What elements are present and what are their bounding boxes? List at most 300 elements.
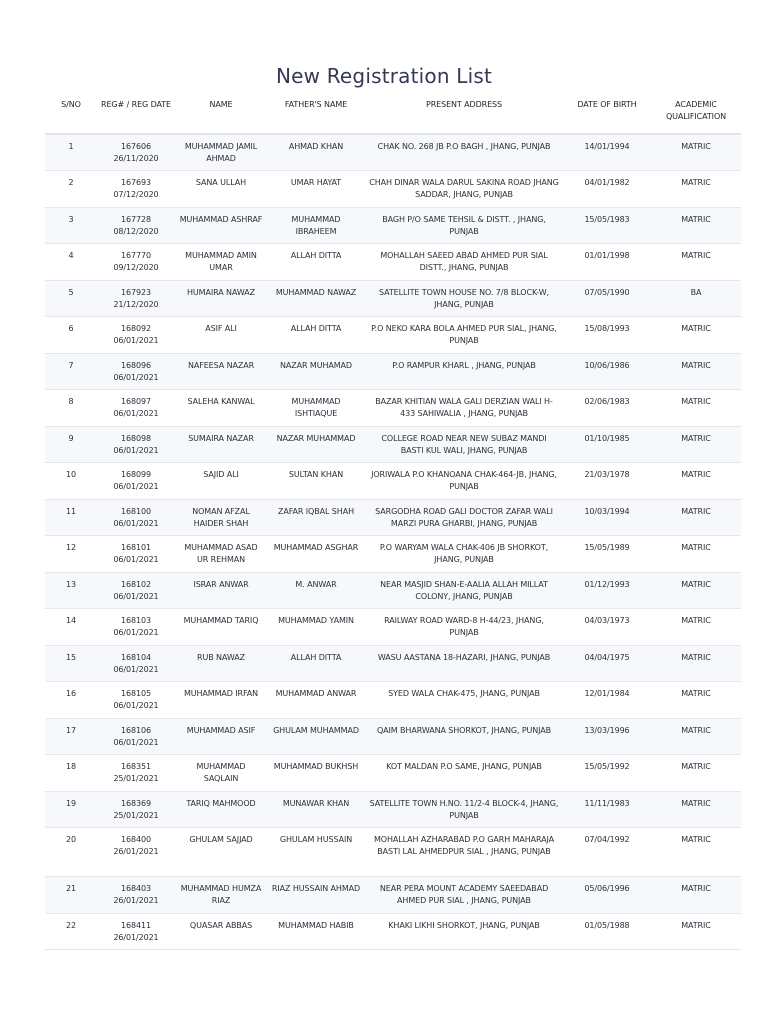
header-reg: REG# / REG DATE (97, 96, 175, 134)
table-row (45, 390, 741, 427)
header-name: NAME (175, 96, 267, 134)
cell-reg (97, 645, 175, 682)
table-row (45, 682, 741, 719)
cell-sno (45, 536, 97, 573)
reg-date: 06/01/2021 (113, 518, 159, 528)
reg-number: 168105 (121, 689, 151, 698)
qualification-value: MATRIC (681, 652, 711, 662)
reg-number: 168104 (121, 652, 151, 662)
qualification-value: MATRIC (681, 470, 711, 479)
cell-sno (45, 134, 97, 171)
cell-address (365, 572, 563, 609)
cell-reg (97, 353, 175, 390)
address-value: COLLEGE ROAD NEAR NEW SUBAZ MANDI BASTI KUL WALI, JHANG, PUNJAB (381, 433, 547, 455)
cell-address (365, 536, 563, 573)
table-row (45, 463, 741, 500)
name-value: ISRAR ANWAR (193, 579, 249, 589)
reg-date: 09/12/2020 (113, 263, 159, 272)
name-value: SANA ULLAH (195, 178, 247, 187)
cell-name (175, 828, 267, 877)
father-name-value: MUHAMMAD YAMIN (278, 616, 354, 625)
cell-sno (45, 877, 97, 914)
reg-number: 168411 (121, 920, 151, 930)
father-name-value: UMAR HAYAT (290, 178, 342, 187)
cell-qualification (651, 877, 741, 914)
address-value: SATELLITE TOWN HOUSE NO. 7/8 BLOCK-W, JHANG, PUNJAB (379, 287, 549, 309)
table-row (45, 280, 741, 317)
cell-name (175, 645, 267, 682)
sno-value: 15 (66, 652, 76, 662)
address-value: WASU AASTANA 18-HAZARI, JHANG, PUNJAB (377, 652, 551, 662)
table-row (45, 718, 741, 755)
cell-sno (45, 207, 97, 244)
cell-address (365, 244, 563, 281)
dob-value: 01/01/1998 (584, 251, 630, 260)
cell-reg (97, 499, 175, 536)
cell-sno (45, 828, 97, 877)
dob-value: 15/08/1993 (584, 324, 630, 333)
father-name-value: ZAFAR IQBAL SHAH (278, 506, 354, 516)
name-value: MUHAMMAD ASAD UR REHMAN (184, 543, 258, 564)
cell-name (175, 718, 267, 755)
address-value: P.O RAMPUR KHARL , JHANG, PUNJAB (392, 360, 536, 370)
reg-number: 168098 (121, 433, 151, 443)
cell-reg (97, 682, 175, 719)
table-row (45, 134, 741, 171)
cell-reg (97, 244, 175, 281)
reg-date: 08/12/2020 (113, 226, 159, 236)
dob-value: 11/11/1983 (584, 798, 630, 808)
address-value: MOHALLAH AZHARABAD P.O GARH MAHARAJA BASTI LAL AHMEDPUR SIAL , JHANG, PUNJAB (373, 835, 555, 856)
cell-father (267, 244, 365, 281)
cell-father (267, 718, 365, 755)
table-row (45, 171, 741, 208)
header-qualification: ACADEMIC QUALIFICATION (651, 96, 741, 134)
cell-qualification (651, 426, 741, 463)
table-row (45, 353, 741, 390)
cell-address (365, 682, 563, 719)
cell-sno (45, 718, 97, 755)
table-body (45, 134, 741, 950)
qualification-value: MATRIC (681, 762, 711, 771)
dob-value: 10/06/1986 (584, 360, 630, 370)
dob-value: 02/06/1983 (584, 397, 630, 406)
cell-sno (45, 426, 97, 463)
cell-qualification (651, 755, 741, 792)
cell-dob (563, 645, 651, 682)
father-name-value: RIAZ HUSSAIN AHMAD (271, 884, 361, 893)
cell-father (267, 572, 365, 609)
reg-date: 06/01/2021 (113, 664, 159, 674)
cell-name (175, 244, 267, 281)
dob-value: 14/01/1994 (584, 142, 630, 151)
sno-value: 2 (68, 178, 74, 187)
cell-qualification (651, 353, 741, 390)
cell-qualification (651, 791, 741, 828)
father-name-value: AHMAD KHAN (288, 142, 344, 151)
cell-name (175, 499, 267, 536)
cell-reg (97, 913, 175, 950)
qualification-value: MATRIC (681, 920, 711, 930)
cell-father (267, 877, 365, 914)
sno-value: 17 (66, 725, 76, 735)
cell-address (365, 913, 563, 950)
father-name-value: MUHAMMAD ASGHAR (273, 543, 359, 552)
father-name-value: NAZAR MUHAMAD (280, 360, 352, 370)
name-value: ASIF ALI (205, 324, 237, 333)
cell-father (267, 828, 365, 877)
cell-name (175, 536, 267, 573)
cell-name (175, 390, 267, 427)
cell-father (267, 134, 365, 171)
cell-father (267, 499, 365, 536)
cell-name (175, 353, 267, 390)
reg-date: 06/01/2021 (113, 445, 159, 455)
cell-qualification (651, 280, 741, 317)
sno-value: 16 (66, 689, 76, 698)
sno-value: 14 (66, 616, 76, 625)
cell-name (175, 317, 267, 354)
cell-name (175, 682, 267, 719)
cell-father (267, 317, 365, 354)
cell-name (175, 877, 267, 914)
table-row (45, 791, 741, 828)
address-value: P.O NEKO KARA BOLA AHMED PUR SIAL, JHANG, PUNJAB (371, 324, 557, 345)
name-value: MUHAMMAD IRFAN (183, 689, 259, 698)
cell-father (267, 171, 365, 208)
cell-father (267, 913, 365, 950)
reg-number: 168403 (121, 884, 151, 893)
cell-address (365, 171, 563, 208)
father-name-value: MUHAMMAD ISHTIAQUE (291, 397, 341, 418)
cell-father (267, 755, 365, 792)
dob-value: 10/03/1994 (584, 506, 630, 516)
qualification-value: MATRIC (681, 360, 711, 370)
qualification-value: MATRIC (681, 397, 711, 406)
reg-date: 21/12/2020 (113, 299, 159, 309)
cell-father (267, 791, 365, 828)
qualification-value: MATRIC (681, 178, 711, 187)
reg-date: 26/01/2021 (113, 847, 159, 856)
qualification-value: BA (690, 287, 702, 297)
reg-number: 167606 (121, 142, 151, 151)
cell-reg (97, 207, 175, 244)
address-value: KOT MALDAN P.O SAME, JHANG, PUNJAB (386, 762, 542, 771)
cell-qualification (651, 609, 741, 646)
reg-number: 168102 (121, 579, 151, 589)
cell-dob (563, 426, 651, 463)
reg-date: 26/11/2020 (113, 154, 159, 163)
reg-number: 168092 (121, 324, 151, 333)
cell-qualification (651, 718, 741, 755)
cell-name (175, 791, 267, 828)
name-value: HUMAIRA NAWAZ (186, 287, 255, 297)
cell-address (365, 499, 563, 536)
address-value: CHAH DINAR WALA DARUL SAKINA ROAD JHANG SADDAR, JHANG, PUNJAB (369, 178, 559, 199)
qualification-value: MATRIC (681, 543, 711, 552)
cell-address (365, 390, 563, 427)
cell-name (175, 609, 267, 646)
cell-dob (563, 317, 651, 354)
address-value: SARGODHA ROAD GALI DOCTOR ZAFAR WALI MARZI PURA GHARBI, JHANG, PUNJAB (375, 506, 553, 528)
qualification-value: MATRIC (681, 689, 711, 698)
father-name-value: MUHAMMAD IBRAHEEM (291, 214, 341, 236)
father-name-value: MUHAMMAD HABIB (278, 920, 354, 930)
cell-qualification (651, 536, 741, 573)
cell-father (267, 426, 365, 463)
sno-value: 9 (68, 433, 74, 443)
table-row (45, 244, 741, 281)
cell-name (175, 171, 267, 208)
cell-reg (97, 134, 175, 171)
cell-qualification (651, 572, 741, 609)
qualification-value: MATRIC (681, 251, 711, 260)
name-value: SUMAIRA NAZAR (188, 433, 254, 443)
cell-name (175, 280, 267, 317)
table-row (45, 877, 741, 914)
reg-number: 168369 (121, 798, 151, 808)
name-value: SALEHA KANWAL (187, 397, 255, 406)
address-value: QAIM BHARWANA SHORKOT, JHANG, PUNJAB (376, 725, 552, 735)
reg-number: 168351 (121, 762, 151, 771)
father-name-value: MUHAMMAD BUKHSH (273, 762, 359, 771)
table-row (45, 645, 741, 682)
cell-address (365, 463, 563, 500)
reg-number: 168100 (121, 506, 151, 516)
reg-date: 26/01/2021 (113, 932, 159, 942)
cell-dob (563, 877, 651, 914)
reg-number: 167728 (121, 214, 151, 224)
cell-address (365, 207, 563, 244)
cell-dob (563, 682, 651, 719)
address-value: RAILWAY ROAD WARD-8 H-44/23, JHANG, PUNJAB (384, 616, 544, 637)
reg-date: 06/01/2021 (113, 628, 159, 637)
sno-value: 13 (66, 579, 76, 589)
dob-value: 13/03/1996 (584, 725, 630, 735)
name-value: MUHAMMAD HUMZA RIAZ (180, 884, 262, 905)
dob-value: 07/04/1992 (584, 835, 630, 844)
cell-sno (45, 317, 97, 354)
sno-value: 3 (68, 214, 74, 224)
qualification-value: MATRIC (681, 214, 711, 224)
address-value: SYED WALA CHAK-475, JHANG, PUNJAB (388, 689, 540, 698)
name-value: MUHAMMAD JAMIL AHMAD (184, 142, 258, 163)
cell-name (175, 913, 267, 950)
cell-address (365, 317, 563, 354)
name-value: NAFEESA NAZAR (187, 360, 255, 370)
dob-value: 07/05/1990 (584, 287, 630, 297)
cell-qualification (651, 317, 741, 354)
cell-father (267, 207, 365, 244)
name-value: SAJID ALI (203, 470, 239, 479)
reg-number: 168096 (121, 360, 151, 370)
reg-number: 167693 (121, 178, 151, 187)
table-header-row (45, 96, 741, 134)
cell-address (365, 828, 563, 877)
dob-value: 01/10/1985 (584, 433, 630, 443)
reg-date: 06/01/2021 (113, 409, 159, 418)
dob-value: 15/05/1992 (584, 762, 630, 771)
cell-name (175, 134, 267, 171)
cell-dob (563, 207, 651, 244)
name-value: MUHAMMAD TARIQ (183, 616, 259, 625)
address-value: NEAR PERA MOUNT ACADEMY SAEEDABAD AHMED PUR SIAL , JHANG, PUNJAB (379, 884, 549, 905)
cell-address (365, 280, 563, 317)
cell-qualification (651, 828, 741, 877)
cell-dob (563, 718, 651, 755)
qualification-value: MATRIC (681, 835, 711, 844)
reg-date: 25/01/2021 (113, 774, 159, 783)
qualification-value: MATRIC (681, 884, 711, 893)
cell-name (175, 572, 267, 609)
sno-value: 21 (66, 884, 76, 893)
father-name-value: MUHAMMAD ANWAR (275, 689, 357, 698)
reg-date: 26/01/2021 (113, 896, 159, 905)
name-value: GHULAM SAJJAD (189, 835, 253, 844)
table-row (45, 755, 741, 792)
address-value: MOHALLAH SAEED ABAD AHMED PUR SIAL DISTT., JHANG, PUNJAB (380, 251, 548, 272)
table-row (45, 317, 741, 354)
cell-dob (563, 353, 651, 390)
dob-value: 04/01/1982 (584, 178, 630, 187)
header-address: PRESENT ADDRESS (365, 96, 563, 134)
table-row (45, 499, 741, 536)
dob-value: 01/12/1993 (584, 579, 630, 589)
table-row (45, 207, 741, 244)
reg-number: 168099 (121, 470, 151, 479)
cell-dob (563, 390, 651, 427)
cell-father (267, 463, 365, 500)
dob-value: 01/05/1988 (584, 920, 630, 930)
cell-reg (97, 171, 175, 208)
cell-reg (97, 609, 175, 646)
cell-address (365, 791, 563, 828)
registration-table (45, 96, 741, 950)
cell-dob (563, 536, 651, 573)
dob-value: 21/03/1978 (584, 470, 630, 479)
reg-number: 167770 (121, 251, 151, 260)
cell-sno (45, 645, 97, 682)
dob-value: 12/01/1984 (584, 689, 630, 698)
cell-father (267, 353, 365, 390)
address-value: P.O WARYAM WALA CHAK-406 JB SHORKOT, JHANG, PUNJAB (379, 543, 549, 564)
cell-father (267, 390, 365, 427)
qualification-value: MATRIC (681, 798, 711, 808)
cell-qualification (651, 244, 741, 281)
cell-name (175, 207, 267, 244)
cell-address (365, 755, 563, 792)
father-name-value: GHULAM MUHAMMAD (273, 725, 359, 735)
cell-dob (563, 755, 651, 792)
dob-value: 05/06/1996 (584, 884, 630, 893)
qualification-value: MATRIC (681, 725, 711, 735)
cell-father (267, 280, 365, 317)
sno-value: 4 (68, 251, 74, 260)
cell-address (365, 134, 563, 171)
cell-dob (563, 171, 651, 208)
dob-value: 04/04/1975 (584, 652, 630, 662)
sno-value: 5 (68, 287, 74, 297)
table-row (45, 536, 741, 573)
sno-value: 7 (68, 360, 74, 370)
sno-value: 12 (66, 543, 76, 552)
cell-sno (45, 353, 97, 390)
father-name-value: MUHAMMAD NAWAZ (275, 287, 357, 297)
father-name-value: GHULAM HUSSAIN (279, 835, 353, 844)
dob-value: 15/05/1983 (584, 214, 630, 224)
cell-dob (563, 280, 651, 317)
reg-number: 167923 (121, 287, 151, 297)
cell-address (365, 353, 563, 390)
cell-sno (45, 244, 97, 281)
sno-value: 19 (66, 798, 76, 808)
cell-father (267, 536, 365, 573)
cell-sno (45, 682, 97, 719)
cell-reg (97, 536, 175, 573)
cell-qualification (651, 134, 741, 171)
cell-reg (97, 390, 175, 427)
address-value: CHAK NO. 268 JB P.O BAGH , JHANG, PUNJAB (377, 142, 551, 151)
cell-reg (97, 317, 175, 354)
reg-date: 25/01/2021 (113, 810, 159, 820)
cell-dob (563, 463, 651, 500)
reg-number: 168097 (121, 397, 151, 406)
name-value: NOMAN AFZAL HAIDER SHAH (192, 506, 250, 528)
cell-dob (563, 828, 651, 877)
table-row (45, 609, 741, 646)
cell-qualification (651, 390, 741, 427)
cell-dob (563, 609, 651, 646)
name-value: MUHAMMAD ASIF (186, 725, 256, 735)
cell-reg (97, 280, 175, 317)
cell-sno (45, 390, 97, 427)
reg-date: 06/01/2021 (113, 336, 159, 345)
father-name-value: M. ANWAR (295, 579, 337, 589)
cell-qualification (651, 682, 741, 719)
qualification-value: MATRIC (681, 142, 711, 151)
reg-number: 168400 (121, 835, 151, 844)
cell-reg (97, 463, 175, 500)
table-row (45, 426, 741, 463)
page-title: New Registration List (275, 64, 493, 88)
sno-value: 18 (66, 762, 76, 771)
header-father: FATHER'S NAME (267, 96, 365, 134)
cell-reg (97, 426, 175, 463)
reg-number: 168101 (121, 543, 151, 552)
cell-father (267, 609, 365, 646)
cell-reg (97, 755, 175, 792)
reg-number: 168103 (121, 616, 151, 625)
name-value: MUHAMMAD SAQLAIN (196, 762, 246, 783)
cell-dob (563, 572, 651, 609)
cell-sno (45, 171, 97, 208)
table-row (45, 828, 741, 877)
reg-number: 168106 (121, 725, 151, 735)
header-sno: S/NO (45, 96, 97, 134)
cell-father (267, 645, 365, 682)
address-value: SATELLITE TOWN H.NO. 11/2-4 BLOCK-4, JHANG, PUNJAB (369, 798, 559, 820)
cell-sno (45, 572, 97, 609)
address-value: NEAR MASJID SHAN-E-AALIA ALLAH MILLAT COLONY, JHANG, PUNJAB (380, 579, 548, 601)
cell-sno (45, 913, 97, 950)
sno-value: 1 (68, 142, 74, 151)
name-value: MUHAMMAD AMIN UMAR (185, 251, 257, 272)
sno-value: 20 (66, 835, 76, 844)
cell-sno (45, 280, 97, 317)
father-name-value: ALLAH DITTA (290, 251, 342, 260)
qualification-value: MATRIC (681, 616, 711, 625)
cell-name (175, 463, 267, 500)
